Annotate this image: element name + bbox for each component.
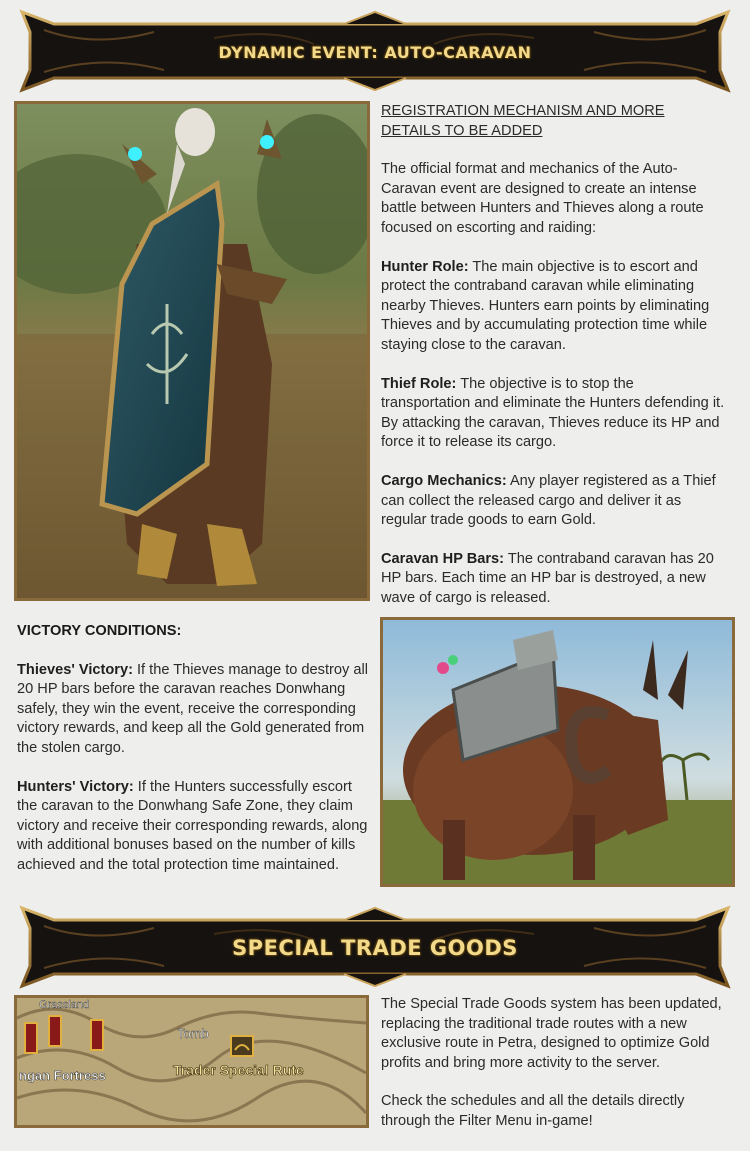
special-trade-paragraph-1: The Special Trade Goods system has been updated, replacing the traditional trade routes with a new exclusive route in Petra, designed to optimize Gold profits and bring more activity to the server. — [381, 996, 722, 1071]
thief-role-label: Thief Role: — [381, 375, 457, 392]
thieves-victory-label: Thieves' Victory: — [17, 661, 133, 678]
hunter-role-label: Hunter Role: — [381, 258, 469, 275]
special-trade-banner — [14, 904, 736, 990]
event-title: DYNAMIC EVENT: AUTO-CARAVAN — [218, 43, 532, 62]
victory-heading: VICTORY CONDITIONS: — [17, 623, 182, 639]
caravan-beast-image — [380, 617, 735, 887]
special-trade-paragraph-2: Check the schedules and all the details directly through the Filter Menu in-game! — [381, 1093, 685, 1129]
fortress-flag-icon — [49, 1016, 61, 1046]
caravan-hp-bars — [381, 550, 726, 609]
map-label-tomb: Tomb — [177, 1026, 209, 1041]
cargo-mechanics-label: Cargo Mechanics: — [381, 472, 507, 489]
registration-heading: REGISTRATION MECHANISM AND MORE DETAILS TO BE ADDED — [381, 103, 665, 139]
hunters-victory-label: Hunters' Victory: — [17, 778, 134, 795]
map-label-grassland: Grassland — [39, 999, 90, 1011]
fortress-flag-icon — [91, 1020, 103, 1050]
thieves-victory — [17, 661, 369, 759]
cargo-mechanics-text: Any player registered as a Thief can collect the released cargo and deliver it as regular trade goods to earn Gold. — [381, 472, 716, 529]
cargo-mechanics — [381, 472, 726, 531]
fortress-flag-icon — [25, 1023, 37, 1053]
event-intro: The official format and mechanics of the Auto-Caravan event are designed to create an intense battle between Hunters and Thieves along a route focused on escorting and raiding: — [381, 161, 704, 236]
event-title-banner — [14, 8, 736, 94]
hunter-role — [381, 258, 726, 356]
thieves-victory-text: If the Thieves manage to destroy all 20 HP bars before the caravan reaches Donwhang safely, they win the event, receive the corresponding victory rewards, and keep all the Gold generated from the stolen cargo. — [17, 661, 368, 756]
thief-role — [381, 375, 726, 453]
hunters-victory-text: If the Hunters successfully escort the caravan to the Donwhang Safe Zone, they claim victory and receive their corresponding rewards, along with additional bonuses based on the number of kills achieved and the total protection time maintained. — [17, 778, 368, 873]
special-trade-title: SPECIAL TRADE GOODS — [232, 936, 518, 960]
event-description — [381, 102, 726, 627]
hunter-role-text: The main objective is to escort and protect the contraband caravan while eliminating nearby Thieves. Hunters earn points by eliminating Thieves and by accumulating protection time while staying close to the caravan. — [381, 258, 710, 353]
map-label-fortress: ngan Fortress — [19, 1068, 106, 1083]
victory-conditions — [17, 622, 369, 895]
caravan-hp-label: Caravan HP Bars: — [381, 550, 505, 567]
special-trade-description — [381, 995, 726, 1151]
caravan-hp-text: The contraband caravan has 20 HP bars. Each time an HP bar is destroyed, a new wave of cargo is released. — [381, 550, 714, 606]
hunters-victory — [17, 778, 369, 876]
trade-route-map — [14, 995, 369, 1128]
map-label-route: Trader Special Rute — [173, 1062, 304, 1078]
warrior-character-image — [14, 101, 370, 601]
thief-role-text: The objective is to stop the transportation and eliminate the Hunters defending it. By attacking the caravan, Thieves reduce its HP and force it to release its cargo. — [381, 375, 725, 451]
